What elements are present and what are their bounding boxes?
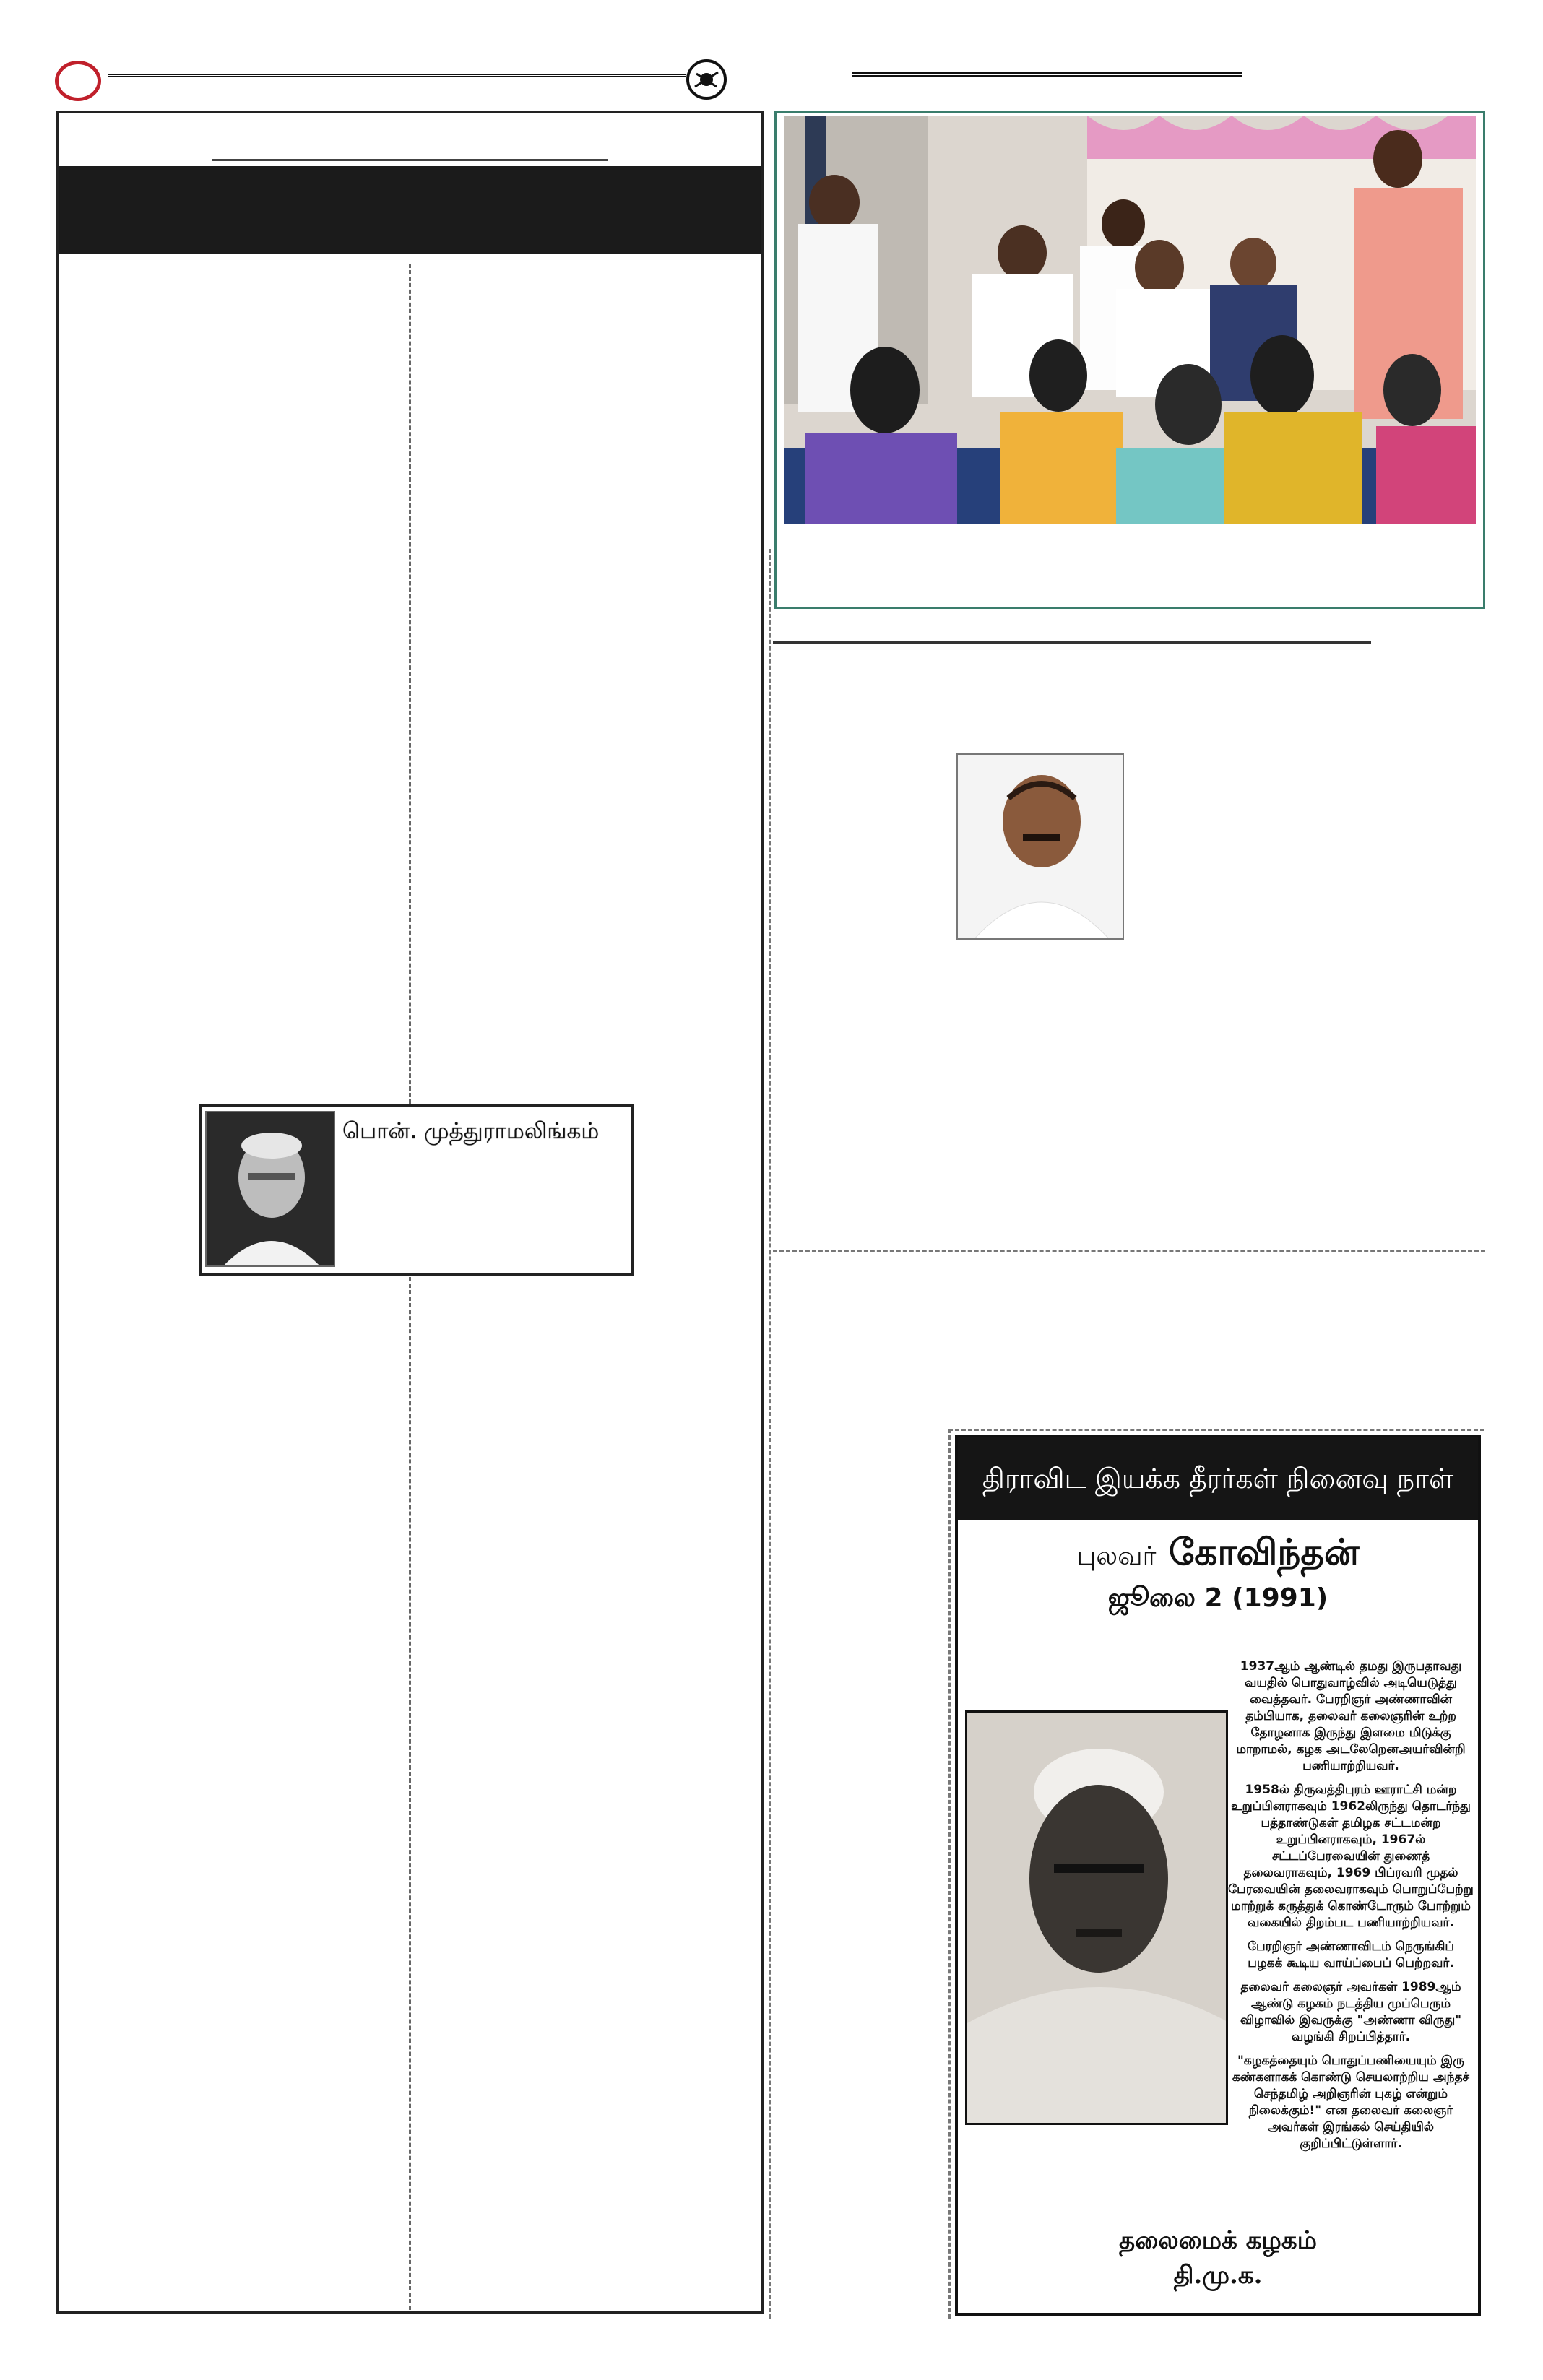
portrait-image: [958, 755, 1124, 940]
biography-paragraph: 1958ல் திருவத்திபுரம் ஊராட்சி மன்ற உறுப்பினராகவும் 1962லிருந்து தொடர்ந்து பத்தாண்டுகள் தமிழக சட்டமன்ற உறுப்பினராகவும், 1967ல் சட்டப்பேரவையின் துணைத் தலைவராகவும், 1969 பிப்ரவரி முதல் பேரவையின் தலைவராகவும் பொறுப்பேற்று மாற்றுக் கருத்துக் கொண்டோரும் போற்றும் வகையில் திறம்பட பணியாற்றியவர்.: [1228, 1783, 1474, 1930]
author-photo: [205, 1111, 335, 1267]
memorial-photo: [965, 1710, 1228, 2125]
memorial-person-name: [958, 1531, 1478, 1578]
section-divider: [773, 1250, 1485, 1252]
biography-paragraph: 1937ஆம் ஆண்டில் தமது இருபதாவது வயதில் பொதுவாழ்வில் அடியெடுத்து வைத்தவர். பேரறிஞர் அண்ணாவின் தம்பியாக, தலைவர் கலைஞரின் உற்ற தோழனாக இருந்து இளமை மிடுக்கு மாறாமல், கழக அடலேறெனஅயர்வின்றி பணியாற்றியவர்.: [1236, 1659, 1466, 1773]
column-divider: [409, 264, 411, 1104]
biography-paragraph: "கழகத்தையும் பொதுப்பணியையும் இரு கண்களாகக் கொண்டு செயலாற்றிய அந்தச் செந்தமிழ் அறிஞரின் புகழ் என்றும் நிலைக்கும்!" என தலைவர் கலைஞர் அவர்கள் இரங்கல் செய்தியில் குறிப்பிட்டுள்ளார்.: [1232, 2054, 1470, 2151]
memorial-name-prefix: புலவர்: [1076, 1541, 1157, 1571]
author-portrait-image: [207, 1112, 335, 1267]
politician-portrait: [956, 753, 1124, 940]
memorial-party-name: தி.மு.க.: [1173, 2261, 1263, 2290]
meeting-photo-image: [784, 116, 1476, 524]
emblem-glyph-icon: [689, 62, 724, 97]
right-article-rule: [773, 641, 1371, 644]
news-photo: [784, 116, 1476, 524]
biography-paragraph: தலைவர் கலைஞர் அவர்கள் 1989ஆம் ஆண்டு கழகம் நடத்திய முப்பெரும் விழாவில் இவருக்கு "அண்ணா விருது" வழங்கி சிறப்பித்தார்.: [1240, 1980, 1462, 2044]
memorial-banner: திராவிட இயக்க தீரர்கள் நினைவு நாள்: [958, 1437, 1478, 1520]
author-name: பொன். முத்துராமலிங்கம்: [342, 1118, 600, 1144]
memorial-signatory: தலைமைக் கழகம்: [1119, 2226, 1317, 2255]
column-divider: [409, 1277, 411, 2310]
party-emblem-icon: [686, 59, 727, 100]
header-rule-right: [852, 72, 1242, 77]
left-article-headline-banner: [59, 166, 761, 254]
memorial-portrait-image: [967, 1713, 1228, 2125]
memorial-date: ஜூலை 2 (1991): [1107, 1583, 1328, 1613]
left-article-top-rule: [212, 159, 608, 161]
column-divider: [769, 549, 771, 2319]
header-rule: [108, 74, 686, 77]
memorial-name: கோவிந்தன்: [1168, 1531, 1360, 1573]
memorial-biography: [1228, 1658, 1474, 2160]
biography-paragraph: பேரறிஞர் அண்ணாவிடம் நெருங்கிப் பழகக் கூடிய வாய்ப்பைப் பெற்றவர்.: [1247, 1939, 1455, 1970]
page-marker-circle-icon: [55, 61, 101, 101]
